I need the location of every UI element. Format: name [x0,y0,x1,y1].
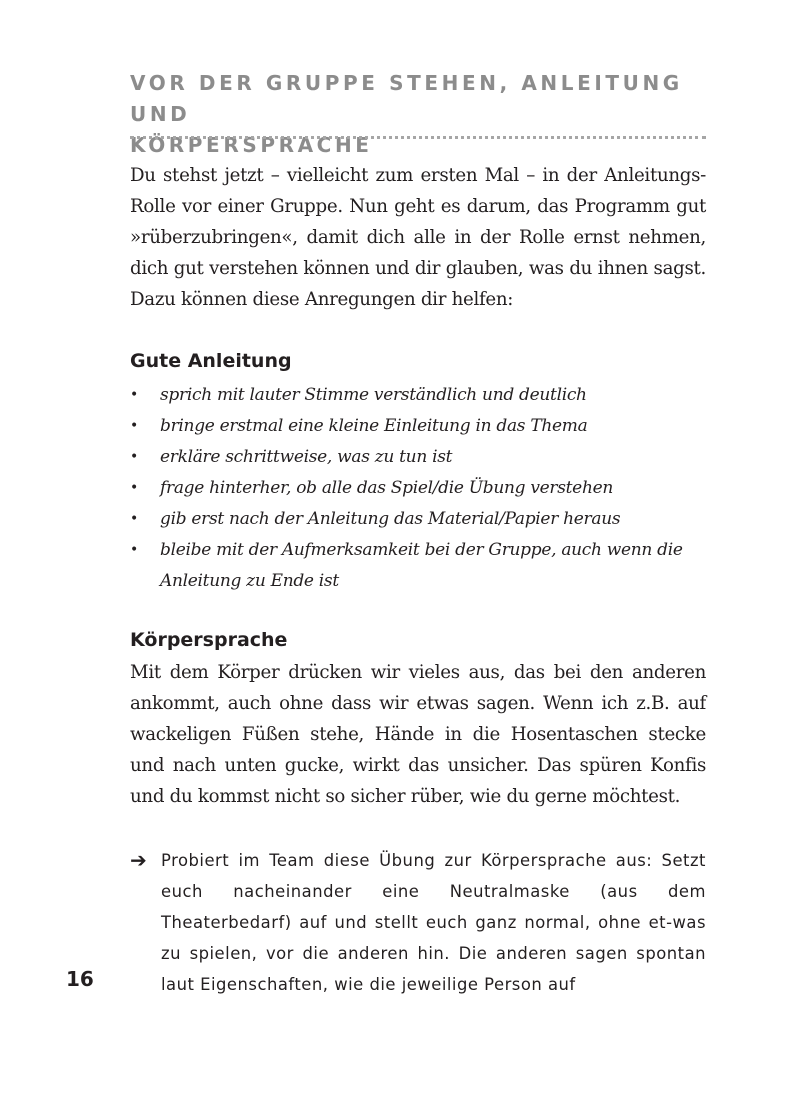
dotted-divider [130,136,706,139]
intro-paragraph: Du stehst jetzt – vielleicht zum ersten Mal – in der Anleitungs-Rolle vor einer Gruppe. Nun geht es darum, das Programm gut »rüberzubringen«, damit dich alle in der Rolle ernst nehmen, dich gut verstehen können und dir glauben, was du ihnen sagst. Dazu können diese Anregungen dir helfen: [130,165,706,310]
list-item [130,473,710,504]
list-item-text: erkläre schrittweise, was zu tun ist [160,447,453,467]
list-item [130,380,710,411]
body-language-paragraph: Mit dem Körper drücken wir vieles aus, das bei den anderen ankommt, auch ohne dass wir etwas sagen. Wenn ich z.B. auf wackeligen Füßen stehe, Hände in die Hosentaschen stecke und nach unten gucke, wirkt das unsicher. Das spüren Konfis und du kommst nicht so sicher rüber, wie du gerne möchtest. [130,662,706,807]
list-item [130,535,710,597]
bullet-icon: • [130,387,138,403]
bullet-icon: • [130,418,138,434]
list-item [130,504,710,535]
list-item [130,411,710,442]
guide-list [130,380,710,597]
list-item [130,442,710,473]
list-item-text: frage hinterher, ob alle das Spiel/die Übung verstehen [160,478,614,498]
list-item-text: bringe erstmal eine kleine Einleitung in das Thema [160,416,588,436]
page-number: 16 [66,967,94,991]
arrow-right-icon: ➔ [130,848,147,872]
body-language-heading: Körpersprache [130,629,288,651]
bullet-icon: • [130,449,138,465]
list-item-text: sprich mit lauter Stimme verständlich und deutlich [160,385,587,405]
list-item-text: bleibe mit der Aufmerksamkeit bei der Gruppe, auch wenn die Anleitung zu Ende ist [160,540,683,591]
exercise-block [130,845,710,1000]
bullet-icon: • [130,480,138,496]
guide-heading: Gute Anleitung [130,350,292,372]
bullet-icon: • [130,511,138,527]
bullet-icon: • [130,542,138,558]
section-title-line-1: VOR DER GRUPPE STEHEN, ANLEITUNG UND [130,71,683,126]
exercise-text: Probiert im Team diese Übung zur Körpersprache aus: Setzt euch nacheinander eine Neutralmaske (aus dem Theaterbedarf) auf und stellt euch ganz normal, ohne et-was zu spielen, vor die anderen hin. Die anderen sagen spontan laut Eigenschaften, wie die jeweilige Person auf [161,851,706,994]
list-item-text: gib erst nach der Anleitung das Material/Papier heraus [160,509,621,529]
section-title-line-2: KÖRPERSPRACHE [130,133,373,157]
section-title [130,68,710,161]
